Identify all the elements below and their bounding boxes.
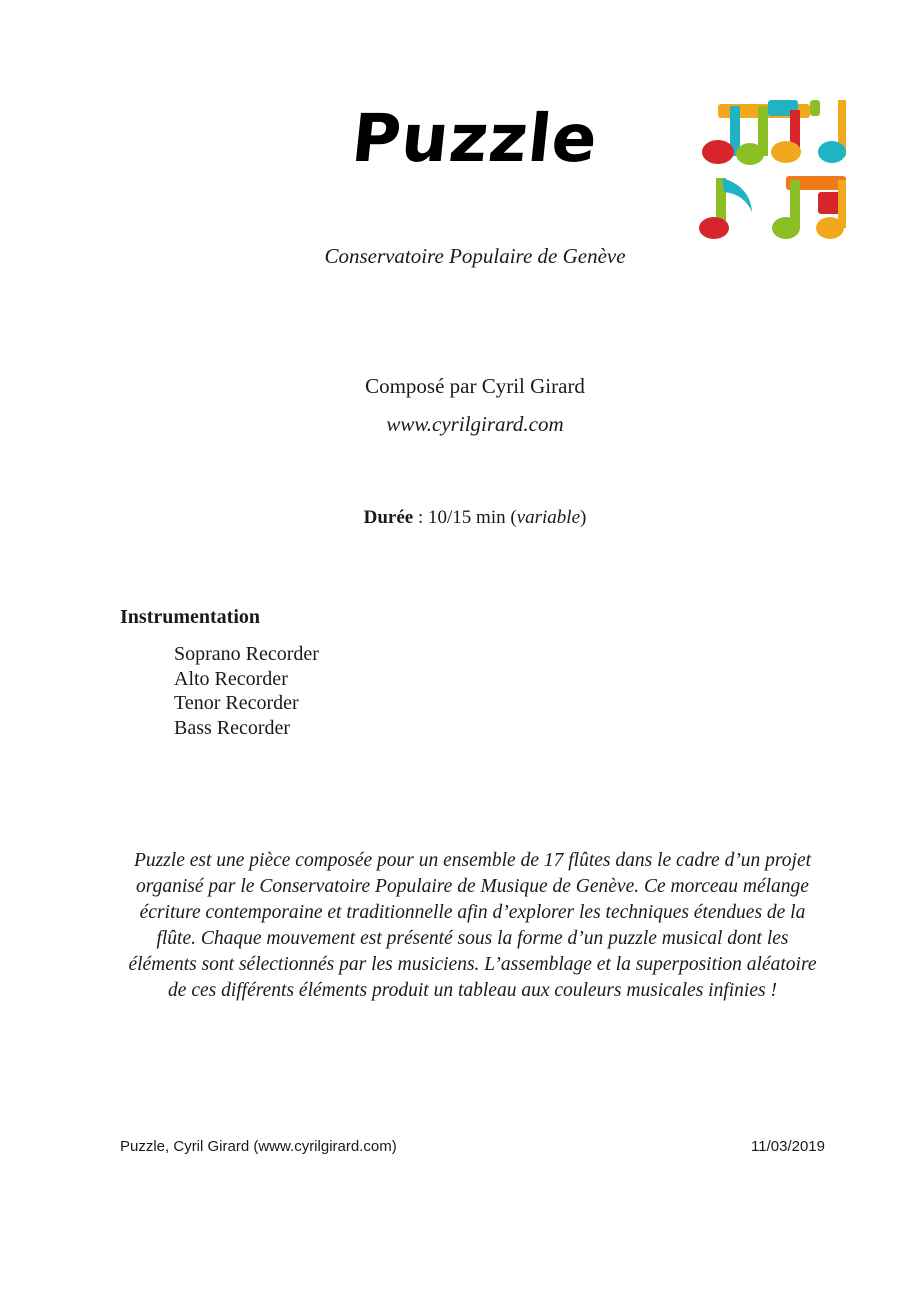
composer-credit: Composé par Cyril Girard xyxy=(365,374,585,398)
puzzle-music-notes-icon xyxy=(698,96,850,246)
description-paragraph: Puzzle est une pièce composée pour un ensemble de 17 flûtes dans le cadre d’un projet organisé par le Conservatoire Populaire de Musique de Genève. Ce morceau mélange écriture contemporaine et traditionnelle afin d’explorer les techniques étendues de la flûte. Chaque mouvement est présenté sous la forme d’un puzzle musical dont les éléments sont sélectionnés par les musiciens. L’assemblage et la superposition aléatoire de ces différents éléments produit un tableau aux couleurs musicales infinies ! xyxy=(128,850,817,1001)
list-item: Soprano Recorder xyxy=(174,643,319,665)
footer-date: 11/03/2019 xyxy=(751,1138,825,1155)
website-link[interactable]: www.cyrilgirard.com xyxy=(386,412,564,436)
duration-label: Durée xyxy=(363,507,414,528)
duration-close: ) xyxy=(580,507,587,528)
instrumentation-list xyxy=(174,642,319,740)
list-item: Bass Recorder xyxy=(174,716,291,739)
instrumentation-heading: Instrumentation xyxy=(120,606,261,628)
duration-value: 10/15 min ( xyxy=(428,507,517,528)
document-title: Puzzle xyxy=(348,100,602,177)
subtitle: Conservatoire Populaire de Genève xyxy=(324,244,626,268)
list-item: Tenor Recorder xyxy=(174,692,299,714)
duration-separator: : xyxy=(413,507,429,528)
footer-credit: Puzzle, Cyril Girard (www.cyrilgirard.com) xyxy=(120,1138,397,1155)
duration-qualifier: variable xyxy=(516,507,581,528)
duration-line xyxy=(0,507,923,529)
list-item: Alto Recorder xyxy=(174,667,288,690)
